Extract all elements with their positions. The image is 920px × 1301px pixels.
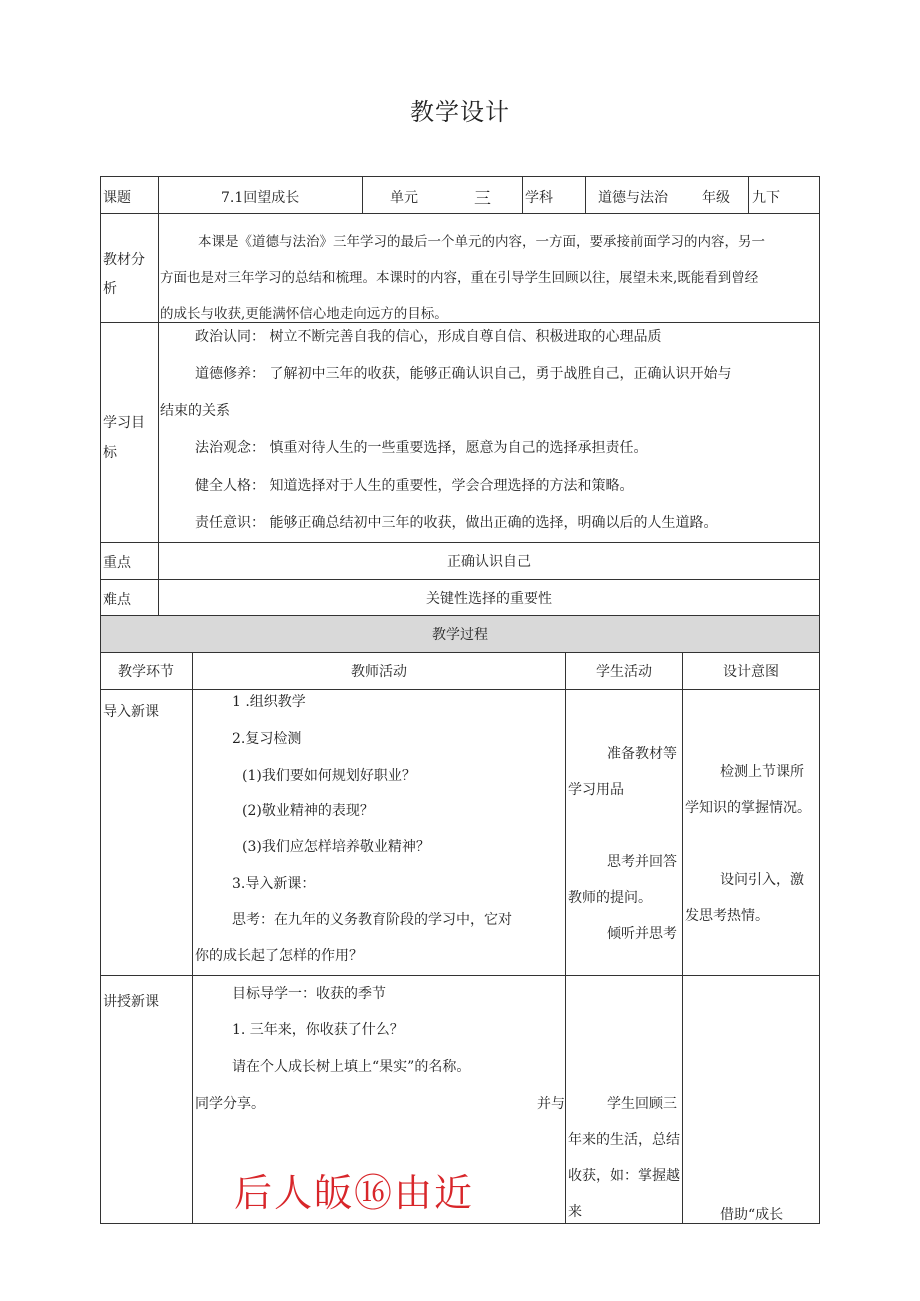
intro-teacher-line: 2.复习检测 — [232, 731, 302, 747]
table-border-top — [100, 176, 820, 177]
key-point-value: 正确认识自己 — [447, 554, 531, 570]
unit-value: 三 — [474, 189, 491, 209]
difficulty-label: 难点 — [103, 592, 131, 608]
lecture-teacher-line: 请在个人成长树上填上“果实”的名称。 — [232, 1059, 471, 1075]
lecture-teacher-line: 目标导学一：收获的季节 — [232, 986, 386, 1002]
intro-student-line: 教师的提问。 — [568, 890, 652, 906]
table-col-divider — [522, 176, 523, 213]
grade-label: 年级 — [702, 190, 730, 206]
topic-label: 课题 — [103, 190, 131, 206]
intro-teacher-line: (1)我们要如何规划好职业？ — [242, 768, 416, 784]
table-border-right — [819, 176, 820, 1224]
intro-teacher-line: 思考：在九年的义务教育阶段的学习中，它对 — [232, 912, 512, 928]
analysis-label-2: 析 — [103, 281, 117, 297]
lecture-teacher-line: 并与 — [537, 1096, 565, 1112]
subject-value: 道德与法治 — [598, 190, 668, 206]
intro-stage: 导入新课 — [103, 704, 159, 720]
table-row-divider — [100, 652, 820, 653]
column-header-teacher: 教师活动 — [351, 664, 407, 680]
objective-item: 政治认同： 树立不断完善自我的信心，形成自尊自信、积极进取的心理品质 — [195, 329, 662, 345]
intro-intent-line: 检测上节课所 — [720, 764, 804, 780]
column-header-stage: 教学环节 — [118, 664, 174, 680]
objective-item: 责任意识： 能够正确总结初中三年的收获，做出正确的选择，明确以后的人生道路。 — [195, 515, 718, 531]
objective-item: 结束的关系 — [160, 403, 230, 419]
table-row-divider — [100, 542, 820, 543]
intro-intent-line: 发思考热情。 — [685, 908, 769, 924]
lecture-student-line: 来 — [568, 1204, 582, 1220]
table-col-divider — [192, 652, 193, 1224]
red-stamp-text: 后人皈⑯由近 — [234, 1171, 475, 1215]
analysis-line: 本课是《道德与法治》三年学习的最后一个单元的内容，一方面，要承接前面学习的内容，另一 — [198, 234, 765, 250]
document-title: 教学设计 — [410, 98, 510, 126]
lecture-student-line: 收获，如：掌握越 — [568, 1168, 680, 1184]
table-row-divider — [100, 322, 820, 323]
analysis-line: 方面也是对三年学习的总结和梳理。本课时的内容，重在引导学生回顾以往，展望未来,既能看到曾经 — [160, 270, 759, 286]
table-col-divider — [748, 176, 749, 213]
lecture-student-line: 年来的生活，总结 — [568, 1132, 680, 1148]
objective-item: 法治观念： 慎重对待人生的一些重要选择，愿意为自己的选择承担责任。 — [195, 440, 648, 456]
table-col-divider — [362, 176, 363, 213]
lecture-stage: 讲授新课 — [103, 994, 159, 1010]
table-row-divider — [100, 975, 820, 976]
objectives-label-1: 学习目 — [103, 415, 145, 431]
intro-student-line: 思考并回答 — [607, 854, 677, 870]
lecture-teacher-line: 同学分享。 — [195, 1096, 265, 1112]
intro-teacher-line: (3)我们应怎样培养敬业精神？ — [242, 839, 430, 855]
table-border-bottom — [100, 1223, 820, 1224]
intro-teacher-line: 你的成长起了怎样的作用？ — [195, 948, 363, 964]
objectives-label-2: 标 — [103, 445, 117, 461]
table-col-divider — [158, 176, 159, 615]
grade-value: 九下 — [752, 190, 780, 206]
objective-item: 健全人格： 知道选择对于人生的重要性，学会合理选择的方法和策略。 — [195, 478, 634, 494]
table-col-divider — [682, 652, 683, 1224]
intro-teacher-line: 1 .组织教学 — [232, 694, 306, 710]
lecture-student-line: 学生回顾三 — [607, 1096, 677, 1112]
intro-student-line: 倾听并思考 — [607, 926, 677, 942]
analysis-label-1: 教材分 — [103, 252, 145, 268]
topic-value: 7.1回望成长 — [221, 190, 300, 206]
difficulty-value: 关键性选择的重要性 — [426, 591, 552, 607]
lecture-teacher-line: 1. 三年来，你收获了什么？ — [232, 1022, 404, 1038]
key-point-label: 重点 — [103, 555, 131, 571]
table-row-divider — [100, 213, 820, 214]
column-header-intent: 设计意图 — [723, 664, 779, 680]
process-header: 教学过程 — [432, 627, 488, 643]
intro-student-line: 学习用品 — [568, 782, 624, 798]
table-row-divider — [100, 689, 820, 690]
intro-teacher-line: 3.导入新课： — [232, 876, 316, 892]
subject-label: 学科 — [525, 190, 553, 206]
intro-intent-line: 设问引入，激 — [720, 872, 804, 888]
intro-student-line: 准备教材等 — [607, 746, 677, 762]
table-col-divider — [585, 176, 586, 213]
table-border-left — [100, 176, 101, 1224]
analysis-line: 的成长与收获,更能满怀信心地走向远方的目标。 — [160, 306, 448, 322]
unit-label: 单元 — [390, 190, 418, 206]
objective-item: 道德修养： 了解初中三年的收获，能够正确认识自己，勇于战胜自己，正确认识开始与 — [195, 366, 732, 382]
column-header-student: 学生活动 — [596, 664, 652, 680]
lecture-intent-line: 借助“成长 — [720, 1207, 784, 1223]
table-col-divider — [565, 652, 566, 1224]
intro-intent-line: 学知识的掌握情况。 — [685, 800, 811, 816]
intro-teacher-line: (2)敬业精神的表现？ — [242, 803, 374, 819]
table-row-divider — [100, 579, 820, 580]
